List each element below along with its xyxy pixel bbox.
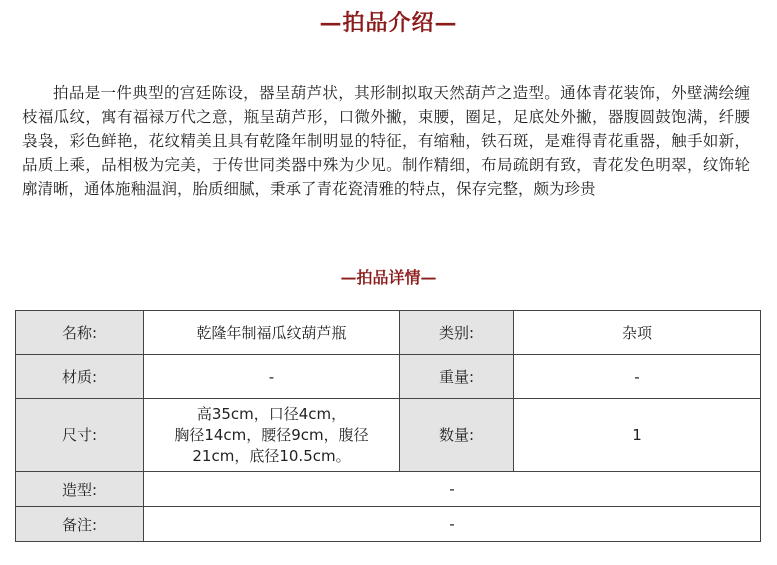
size-line-2: 胸径14cm，腰径9cm，腹径 <box>174 425 369 444</box>
weight-label: 重量: <box>400 355 514 399</box>
table-row <box>16 472 761 507</box>
intro-text: 拍品是一件典型的宫廷陈设，器呈葫芦状，其形制拟取天然葫芦之造型。通体青花装饰，外壁满绘缠枝福瓜纹，寓有福禄万代之意，瓶呈葫芦形，口微外撇，束腰，圈足，足底处外撇，器腹圆鼓饱满，纤腰袅袅，彩色鲜艳，花纹精美且具有乾隆年制明显的特征，有缩釉，铁石斑，是难得青花重器，触手如新，品质上乘，品相极为完美，于传世同类器中殊为少见。制作精细，布局疏朗有致，青花发色明翠，纹饰轮廓清晰，通体施釉温润，胎质细腻，秉承了青花瓷清雅的特点，保存完整，颇为珍贵 <box>22 84 750 198</box>
table-row <box>16 311 761 355</box>
shape-value: - <box>144 472 761 507</box>
shape-label: 造型: <box>16 472 144 507</box>
size-line-3: 21cm，底径10.5cm。 <box>192 446 351 465</box>
size-label: 尺寸: <box>16 399 144 472</box>
material-value: - <box>144 355 400 399</box>
quantity-value: 1 <box>514 399 761 472</box>
name-label: 名称: <box>16 311 144 355</box>
weight-value: - <box>514 355 761 399</box>
details-title: —拍品详情— <box>340 268 437 287</box>
name-value: 乾隆年制福瓜纹葫芦瓶 <box>144 311 400 355</box>
table-row <box>16 399 761 472</box>
category-value: 杂项 <box>514 311 761 355</box>
size-value <box>144 399 400 472</box>
remarks-label: 备注: <box>16 507 144 542</box>
size-line-1: 高35cm，口径4cm， <box>196 404 347 423</box>
category-label: 类别: <box>400 311 514 355</box>
table-row <box>16 355 761 399</box>
material-label: 材质: <box>16 355 144 399</box>
quantity-label: 数量: <box>400 399 514 472</box>
details-table <box>15 310 761 542</box>
intro-title: —拍品介绍— <box>319 10 458 36</box>
table-row <box>16 507 761 542</box>
remarks-value: - <box>144 507 761 542</box>
